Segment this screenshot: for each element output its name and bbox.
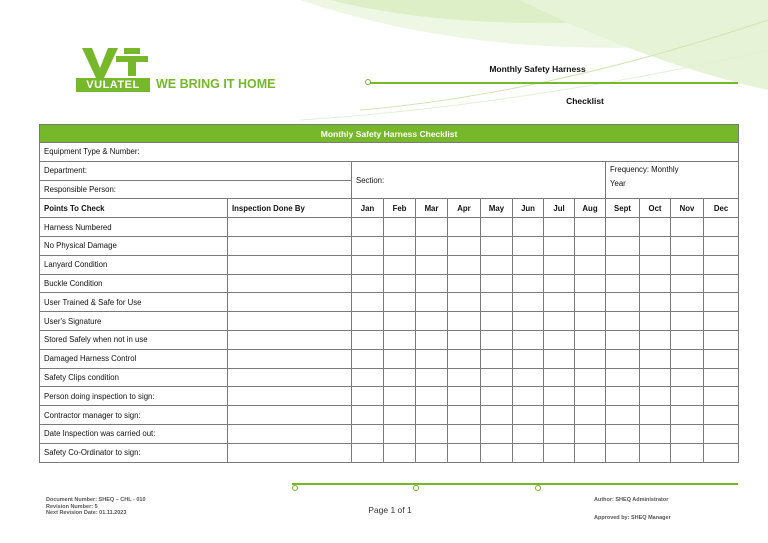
footer-divider-line	[292, 483, 738, 485]
month-check-cell[interactable]	[481, 443, 513, 462]
month-check-cell[interactable]	[544, 349, 575, 368]
month-check-cell[interactable]	[575, 218, 606, 237]
checklist-table	[39, 124, 739, 463]
month-check-cell[interactable]	[606, 349, 640, 368]
column-header-month: Jul	[544, 199, 575, 218]
revision-date: Next Revision Date: 01.11.2023	[46, 510, 127, 516]
month-check-cell[interactable]	[671, 443, 704, 462]
month-check-cell[interactable]	[513, 330, 544, 349]
month-check-cell[interactable]	[513, 387, 544, 406]
month-check-cell[interactable]	[640, 424, 671, 443]
month-check-cell[interactable]	[513, 406, 544, 425]
header-divider-dot-icon	[365, 79, 371, 85]
month-check-cell[interactable]	[575, 330, 606, 349]
table-row	[40, 349, 739, 368]
column-header-month: Jan	[352, 199, 384, 218]
check-point-label: Lanyard Condition	[40, 255, 228, 274]
table-row	[40, 368, 739, 387]
month-check-cell[interactable]	[448, 387, 481, 406]
month-check-cell[interactable]	[416, 330, 448, 349]
month-check-cell[interactable]	[704, 424, 739, 443]
month-check-cell[interactable]	[416, 368, 448, 387]
month-check-cell[interactable]	[513, 255, 544, 274]
month-check-cell[interactable]	[640, 312, 671, 331]
month-check-cell[interactable]	[640, 255, 671, 274]
month-check-cell[interactable]	[606, 424, 640, 443]
table-row	[40, 443, 739, 462]
month-check-cell[interactable]	[544, 293, 575, 312]
month-check-cell[interactable]	[544, 424, 575, 443]
month-check-cell[interactable]	[384, 293, 416, 312]
inspection-done-by-cell[interactable]	[228, 406, 352, 425]
month-check-cell[interactable]	[640, 236, 671, 255]
column-header-month: Jun	[513, 199, 544, 218]
month-check-cell[interactable]	[575, 274, 606, 293]
inspection-done-by-cell[interactable]	[228, 312, 352, 331]
logo-tagline: WE BRING IT HOME	[156, 77, 276, 91]
month-check-cell[interactable]	[481, 218, 513, 237]
month-check-cell[interactable]	[384, 368, 416, 387]
column-header-month: Dec	[704, 199, 739, 218]
column-header-row	[40, 199, 739, 218]
month-check-cell[interactable]	[544, 387, 575, 406]
month-check-cell[interactable]	[416, 293, 448, 312]
month-check-cell[interactable]	[671, 218, 704, 237]
month-check-cell[interactable]	[416, 387, 448, 406]
month-check-cell[interactable]	[384, 424, 416, 443]
month-check-cell[interactable]	[416, 406, 448, 425]
month-check-cell[interactable]	[704, 236, 739, 255]
inspection-done-by-cell[interactable]	[228, 274, 352, 293]
month-check-cell[interactable]	[671, 274, 704, 293]
table-title-row	[40, 125, 739, 143]
month-check-cell[interactable]	[352, 424, 384, 443]
document-title-line2: Checklist	[566, 96, 604, 106]
month-check-cell[interactable]	[513, 293, 544, 312]
month-check-cell[interactable]	[481, 312, 513, 331]
month-check-cell[interactable]	[671, 368, 704, 387]
month-check-cell[interactable]	[671, 236, 704, 255]
logo-wordmark: VULATEL	[76, 78, 150, 92]
month-check-cell[interactable]	[416, 349, 448, 368]
month-check-cell[interactable]	[448, 274, 481, 293]
revision-number: Revision Number: 5	[46, 503, 98, 510]
inspection-done-by-cell[interactable]	[228, 368, 352, 387]
month-check-cell[interactable]	[513, 349, 544, 368]
inspection-done-by-cell[interactable]	[228, 236, 352, 255]
month-check-cell[interactable]	[704, 274, 739, 293]
month-check-cell[interactable]	[704, 312, 739, 331]
month-check-cell[interactable]	[352, 312, 384, 331]
month-check-cell[interactable]	[544, 443, 575, 462]
month-check-cell[interactable]	[640, 406, 671, 425]
month-check-cell[interactable]	[640, 330, 671, 349]
check-point-label: Safety Clips condition	[40, 368, 228, 387]
inspection-done-by-cell[interactable]	[228, 443, 352, 462]
table-row	[40, 406, 739, 425]
month-check-cell[interactable]	[416, 312, 448, 331]
month-check-cell[interactable]	[513, 443, 544, 462]
month-check-cell[interactable]	[352, 255, 384, 274]
month-check-cell[interactable]	[606, 255, 640, 274]
check-point-label: Buckle Condition	[40, 274, 228, 293]
month-check-cell[interactable]	[448, 218, 481, 237]
month-check-cell[interactable]	[448, 349, 481, 368]
month-check-cell[interactable]	[384, 255, 416, 274]
month-check-cell[interactable]	[671, 349, 704, 368]
month-check-cell[interactable]	[606, 312, 640, 331]
column-header-month: Feb	[384, 199, 416, 218]
month-check-cell[interactable]	[352, 274, 384, 293]
month-check-cell[interactable]	[575, 255, 606, 274]
month-check-cell[interactable]	[416, 424, 448, 443]
month-check-cell[interactable]	[481, 349, 513, 368]
month-check-cell[interactable]	[448, 255, 481, 274]
inspection-done-by-cell[interactable]	[228, 330, 352, 349]
check-point-label: Person doing inspection to sign:	[40, 387, 228, 406]
footer-document-info	[46, 497, 146, 517]
table-row	[40, 387, 739, 406]
month-check-cell[interactable]	[606, 236, 640, 255]
month-check-cell[interactable]	[481, 368, 513, 387]
month-check-cell[interactable]	[384, 274, 416, 293]
check-point-label: User's Signature	[40, 312, 228, 331]
table-row	[40, 424, 739, 443]
month-check-cell[interactable]	[384, 218, 416, 237]
check-point-label: Contractor manager to sign:	[40, 406, 228, 425]
month-check-cell[interactable]	[606, 443, 640, 462]
month-check-cell[interactable]	[640, 218, 671, 237]
month-check-cell[interactable]	[671, 387, 704, 406]
month-check-cell[interactable]	[481, 274, 513, 293]
month-check-cell[interactable]	[704, 368, 739, 387]
table-row	[40, 330, 739, 349]
month-check-cell[interactable]	[384, 312, 416, 331]
month-check-cell[interactable]	[575, 349, 606, 368]
month-check-cell[interactable]	[704, 218, 739, 237]
month-check-cell[interactable]	[640, 349, 671, 368]
month-check-cell[interactable]	[384, 330, 416, 349]
month-check-cell[interactable]	[352, 349, 384, 368]
month-check-cell[interactable]	[606, 368, 640, 387]
column-header-inspection: Inspection Done By	[228, 199, 352, 218]
month-check-cell[interactable]	[575, 312, 606, 331]
month-check-cell[interactable]	[704, 293, 739, 312]
month-check-cell[interactable]	[606, 293, 640, 312]
month-check-cell[interactable]	[513, 368, 544, 387]
month-check-cell[interactable]	[513, 236, 544, 255]
month-check-cell[interactable]	[544, 274, 575, 293]
month-check-cell[interactable]	[481, 424, 513, 443]
month-check-cell[interactable]	[448, 424, 481, 443]
month-check-cell[interactable]	[384, 443, 416, 462]
equipment-field[interactable]: Equipment Type & Number:	[40, 143, 739, 162]
month-check-cell[interactable]	[671, 424, 704, 443]
section-field[interactable]: Section:	[352, 161, 606, 199]
inspection-done-by-cell[interactable]	[228, 218, 352, 237]
month-check-cell[interactable]	[448, 312, 481, 331]
month-check-cell[interactable]	[704, 330, 739, 349]
month-check-cell[interactable]	[513, 218, 544, 237]
table-row	[40, 236, 739, 255]
month-check-cell[interactable]	[544, 312, 575, 331]
month-check-cell[interactable]	[575, 443, 606, 462]
month-check-cell[interactable]	[671, 312, 704, 331]
month-check-cell[interactable]	[671, 293, 704, 312]
month-check-cell[interactable]	[606, 274, 640, 293]
company-logo	[76, 46, 286, 94]
department-row	[40, 161, 739, 180]
month-check-cell[interactable]	[481, 406, 513, 425]
document-number: Document Number: SHEQ – CHL - 010	[46, 497, 146, 503]
document-title-line1: Monthly Safety Harness	[489, 64, 586, 74]
responsible-person-field[interactable]: Responsible Person:	[40, 180, 352, 199]
check-point-label: Safety Co-Ordinator to sign:	[40, 443, 228, 462]
month-check-cell[interactable]	[448, 293, 481, 312]
month-check-cell[interactable]	[640, 293, 671, 312]
month-check-cell[interactable]	[575, 236, 606, 255]
month-check-cell[interactable]	[513, 274, 544, 293]
check-point-label: Harness Numbered	[40, 218, 228, 237]
month-check-cell[interactable]	[544, 236, 575, 255]
header-divider-line	[368, 82, 738, 84]
month-check-cell[interactable]	[513, 312, 544, 331]
inspection-done-by-cell[interactable]	[228, 387, 352, 406]
column-header-month: Mar	[416, 199, 448, 218]
month-check-cell[interactable]	[640, 387, 671, 406]
footer-author: Author: SHEQ Administrator	[594, 497, 669, 503]
month-check-cell[interactable]	[640, 274, 671, 293]
month-check-cell[interactable]	[416, 255, 448, 274]
month-check-cell[interactable]	[416, 443, 448, 462]
column-header-month: Aug	[575, 199, 606, 218]
month-check-cell[interactable]	[544, 368, 575, 387]
month-check-cell[interactable]	[544, 330, 575, 349]
table-row	[40, 218, 739, 237]
month-check-cell[interactable]	[671, 330, 704, 349]
check-point-label: Stored Safely when not in use	[40, 330, 228, 349]
inspection-done-by-cell[interactable]	[228, 349, 352, 368]
month-check-cell[interactable]	[481, 330, 513, 349]
month-check-cell[interactable]	[575, 368, 606, 387]
month-check-cell[interactable]	[448, 443, 481, 462]
month-check-cell[interactable]	[575, 406, 606, 425]
column-header-month: Apr	[448, 199, 481, 218]
check-point-label: User Trained & Safe for Use	[40, 293, 228, 312]
inspection-done-by-cell[interactable]	[228, 255, 352, 274]
column-header-month: May	[481, 199, 513, 218]
month-check-cell[interactable]	[481, 387, 513, 406]
month-check-cell[interactable]	[352, 293, 384, 312]
month-check-cell[interactable]	[704, 387, 739, 406]
month-check-cell[interactable]	[448, 368, 481, 387]
department-field[interactable]: Department:	[40, 161, 352, 180]
month-check-cell[interactable]	[416, 236, 448, 255]
month-check-cell[interactable]	[384, 236, 416, 255]
column-header-month: Oct	[640, 199, 671, 218]
frequency-year-field[interactable]	[606, 161, 739, 199]
month-check-cell[interactable]	[448, 236, 481, 255]
month-check-cell[interactable]	[352, 218, 384, 237]
inspection-done-by-cell[interactable]	[228, 293, 352, 312]
logo-vt-mark-icon	[80, 46, 150, 78]
month-check-cell[interactable]	[384, 406, 416, 425]
month-check-cell[interactable]	[448, 406, 481, 425]
month-check-cell[interactable]	[544, 218, 575, 237]
month-check-cell[interactable]	[606, 330, 640, 349]
month-check-cell[interactable]	[352, 406, 384, 425]
month-check-cell[interactable]	[352, 443, 384, 462]
column-header-month: Sept	[606, 199, 640, 218]
month-check-cell[interactable]	[671, 255, 704, 274]
month-check-cell[interactable]	[640, 443, 671, 462]
month-check-cell[interactable]	[481, 255, 513, 274]
month-check-cell[interactable]	[448, 330, 481, 349]
month-check-cell[interactable]	[513, 424, 544, 443]
month-check-cell[interactable]	[384, 387, 416, 406]
equipment-row	[40, 143, 739, 162]
table-row	[40, 255, 739, 274]
month-check-cell[interactable]	[352, 368, 384, 387]
month-check-cell[interactable]	[606, 218, 640, 237]
month-check-cell[interactable]	[606, 406, 640, 425]
month-check-cell[interactable]	[544, 255, 575, 274]
footer-divider-dot-icon	[413, 485, 419, 491]
month-check-cell[interactable]	[416, 274, 448, 293]
frequency-label: Frequency: Monthly	[610, 164, 679, 174]
footer-approved-by: Approved by: SHEQ Manager	[594, 515, 671, 521]
month-check-cell[interactable]	[352, 387, 384, 406]
month-check-cell[interactable]	[671, 406, 704, 425]
check-point-label: No Physical Damage	[40, 236, 228, 255]
month-check-cell[interactable]	[704, 349, 739, 368]
month-check-cell[interactable]	[704, 443, 739, 462]
month-check-cell[interactable]	[575, 424, 606, 443]
month-check-cell[interactable]	[640, 368, 671, 387]
month-check-cell[interactable]	[704, 255, 739, 274]
page-number: Page 1 of 1	[368, 505, 412, 515]
month-check-cell[interactable]	[481, 293, 513, 312]
month-check-cell[interactable]	[416, 218, 448, 237]
check-point-label: Damaged Harness Control	[40, 349, 228, 368]
column-header-points: Points To Check	[40, 199, 228, 218]
month-check-cell[interactable]	[575, 387, 606, 406]
month-check-cell[interactable]	[575, 293, 606, 312]
footer-divider-dot-icon	[535, 485, 541, 491]
year-label: Year	[610, 178, 626, 188]
month-check-cell[interactable]	[704, 406, 739, 425]
month-check-cell[interactable]	[544, 406, 575, 425]
month-check-cell[interactable]	[606, 387, 640, 406]
table-row	[40, 274, 739, 293]
month-check-cell[interactable]	[384, 349, 416, 368]
month-check-cell[interactable]	[352, 236, 384, 255]
footer-divider-dot-icon	[292, 485, 298, 491]
month-check-cell[interactable]	[352, 330, 384, 349]
column-header-month: Nov	[671, 199, 704, 218]
inspection-done-by-cell[interactable]	[228, 424, 352, 443]
table-title: Monthly Safety Harness Checklist	[40, 125, 739, 143]
check-point-label: Date Inspection was carried out:	[40, 424, 228, 443]
table-row	[40, 293, 739, 312]
table-row	[40, 312, 739, 331]
month-check-cell[interactable]	[481, 236, 513, 255]
